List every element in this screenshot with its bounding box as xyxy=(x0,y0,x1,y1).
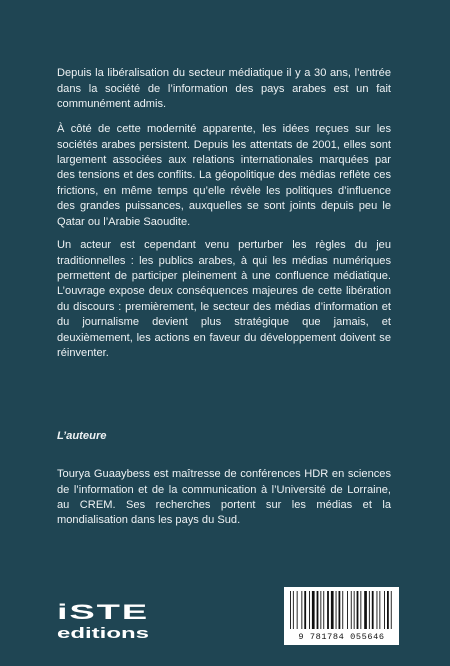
description-paragraph-1: Depuis la libéralisation du secteur médiatique il y a 30 ans, l’entrée dans la société de l’information des pays arabes est un fait communément admis. xyxy=(57,67,391,110)
description-paragraph-2: À côté de cette modernité apparente, les idées reçues sur les sociétés arabes persistent. Depuis les attentats de 2001, elles sont largement associées aux relations internationales marquées par des tensions et des conflits. La géopolitique des médias reflète ces frictions, en même temps qu’elle révèle les politiques d’influence des grandes puissances, auxquelles se sont joints depuis peu le Qatar ou l’Arabie Saoudite. xyxy=(57,123,391,228)
author-heading: L’auteure xyxy=(57,430,107,442)
isbn-barcode xyxy=(284,587,399,645)
description-paragraph-3: Un acteur est cependant venu perturber les règles du jeu traditionnelles : les publics arabes, à qui les médias numériques permettent de participer pleinement à une confluence médiatique. L’ouvrage expose deux conséquences majeures de cette libération du discours : premièrement, le secteur des médias d’information et du journalisme devient plus stratégique que jamais, et deuxièmement, les actions en faveur du développement doivent se réinventer. xyxy=(57,239,391,359)
logo-line1: iSTE xyxy=(57,601,149,624)
barcode-bars xyxy=(284,587,399,633)
logo-line2: editions xyxy=(57,625,149,641)
isbn-number: 9 781784 055646 xyxy=(298,632,385,642)
iste-editions-logo xyxy=(53,599,153,641)
author-bio: Tourya Guaaybess est maîtresse de conférences HDR en sciences de l’information et de la communication à l’Université de Lorraine, au CREM. Ses recherches portent sur les médias et la mondialisation dans les pays du Sud. xyxy=(57,468,391,527)
